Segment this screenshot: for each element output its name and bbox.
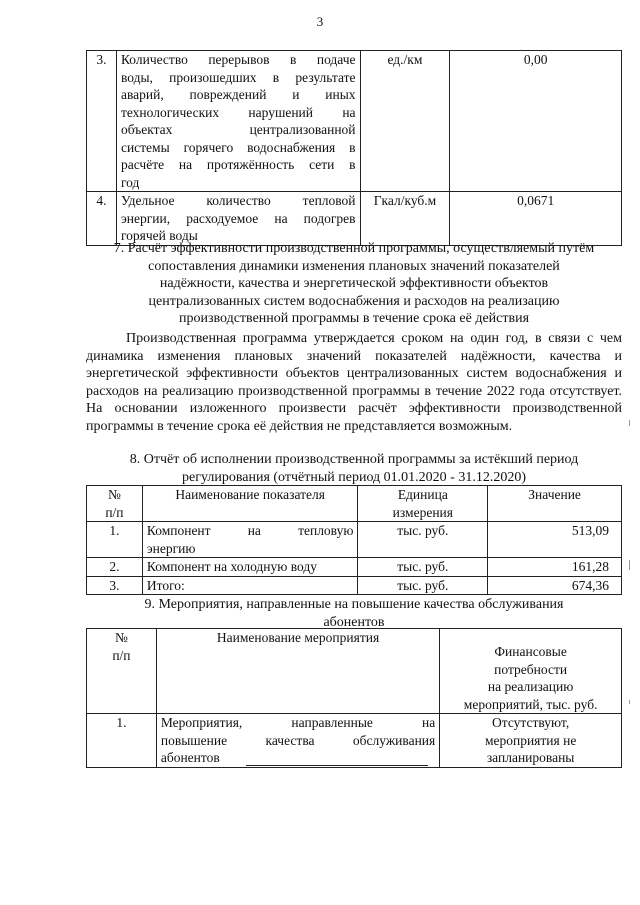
scan-speck — [629, 700, 630, 704]
line: Компонент на тепловую — [146, 523, 354, 538]
indicator-name — [142, 522, 358, 558]
line: год — [120, 174, 140, 190]
end-rule — [246, 765, 428, 766]
measures-table — [86, 628, 622, 768]
row-number: 1. — [87, 714, 157, 768]
value-cell: 513,09 — [488, 522, 622, 558]
heading-line: регулирования (отчётный период 01.01.2020 - 31.12.2020) — [182, 469, 526, 485]
indicator-name: Итого: — [142, 576, 358, 595]
line: воды, произошедших в результате — [120, 69, 356, 85]
line: системы горячего водоснабжения в — [120, 139, 356, 155]
row-number: 4. — [87, 192, 117, 246]
value-cell: 161,28 — [488, 558, 622, 577]
report-table — [86, 485, 622, 595]
heading-line: производственной программы в течение срока её действия — [178, 311, 530, 327]
line: измерения — [392, 504, 453, 520]
line: расчёте на протяжённость сети в — [120, 157, 356, 172]
indicator-name — [116, 192, 360, 246]
heading-line: централизованных систем водоснабжения и расходов на реализацию — [148, 293, 560, 309]
financing-cell — [440, 714, 622, 768]
indicator-name: Компонент на холодную воду — [142, 558, 358, 577]
row-number: 2. — [87, 558, 143, 577]
unit-cell: тыс. руб. — [358, 522, 488, 558]
line: потребности — [494, 661, 568, 677]
line: Удельное количество тепловой — [120, 193, 356, 208]
indicators-table-continued — [86, 50, 622, 246]
line: аварий, повреждений и иных — [120, 87, 356, 102]
line: запланированы — [486, 750, 575, 765]
value-cell: 674,36 — [488, 576, 622, 595]
line: Количество перерывов в подаче — [120, 52, 356, 67]
line: п/п — [112, 647, 131, 663]
line: Единица — [397, 487, 448, 502]
line: абонентов — [160, 750, 220, 765]
line: технологических нарушений на — [120, 104, 356, 120]
section-9-heading — [86, 596, 622, 631]
table-row — [87, 522, 622, 558]
line: Финансовые — [494, 644, 567, 659]
heading-line: 7. Расчёт эффективности производственной программы, осуществляемый путём — [113, 241, 595, 256]
line: на реализацию — [487, 679, 574, 694]
line: мероприятий, тыс. руб. — [463, 696, 598, 712]
line: Мероприятия, направленные на — [160, 715, 436, 730]
heading-line: абонентов — [323, 614, 385, 630]
unit-cell: тыс. руб. — [358, 576, 488, 595]
header-num — [87, 629, 157, 714]
heading-line: надёжности, качества и энергетической эффективности объектов — [159, 276, 549, 292]
header-financing — [440, 629, 622, 714]
page-number: 3 — [316, 14, 324, 29]
value-cell: 0,00 — [450, 51, 622, 192]
unit-cell: ед./км — [360, 51, 450, 192]
measure-name — [156, 714, 439, 768]
header-row — [87, 486, 622, 522]
heading-line: сопоставления динамики изменения плановых значений показателей — [148, 258, 560, 274]
header-value: Значение — [488, 486, 622, 522]
value-cell: 0,0671 — [450, 192, 622, 246]
table-row — [87, 51, 622, 192]
line: горячей воды — [120, 228, 198, 243]
line: № — [107, 487, 121, 502]
header-unit — [358, 486, 488, 522]
header-row — [87, 629, 622, 714]
heading-line: 8. Отчёт об исполнении производственной программы за истёкший период — [129, 452, 579, 467]
header-name: Наименование показателя — [142, 486, 358, 522]
section-8-heading — [86, 451, 622, 486]
scan-speck — [629, 420, 630, 426]
heading-line: 9. Мероприятия, направленные на повышение качества обслуживания — [144, 597, 564, 612]
table-row — [87, 576, 622, 595]
section-7-body: Производственная программа утверждается сроком на один год, в связи с чем динамика изменения плановых значений показателей надёжности, качества и энергетической эффективности объектов централизованных систем водоснабжения и расходов на реализацию производственной программы в течение 2022 года отсутствует. На основании изложенного произвести расчёт эффективности производственной программы в течение срока её действия не представляется возможным. — [86, 331, 622, 434]
line: п/п — [105, 504, 124, 520]
row-number: 3. — [87, 576, 143, 595]
row-number: 3. — [87, 51, 117, 192]
header-num — [87, 486, 143, 522]
line: № — [114, 630, 128, 645]
line: Отсутствуют, — [492, 715, 570, 730]
section-7-heading — [86, 240, 622, 328]
line: объектах централизованной — [120, 122, 356, 137]
table-row — [87, 714, 622, 768]
header-name: Наименование мероприятия — [156, 629, 439, 714]
scan-speck — [629, 560, 630, 570]
table-row — [87, 558, 622, 577]
table-row — [87, 192, 622, 246]
indicator-name — [116, 51, 360, 192]
line: повышение качества обслуживания — [160, 732, 436, 748]
line: энергии, расходуемое на подогрев — [120, 210, 356, 226]
unit-cell: Гкал/куб.м — [360, 192, 450, 246]
row-number: 1. — [87, 522, 143, 558]
line: энергию — [146, 540, 196, 556]
unit-cell: тыс. руб. — [358, 558, 488, 577]
line: мероприятия не — [484, 732, 577, 748]
